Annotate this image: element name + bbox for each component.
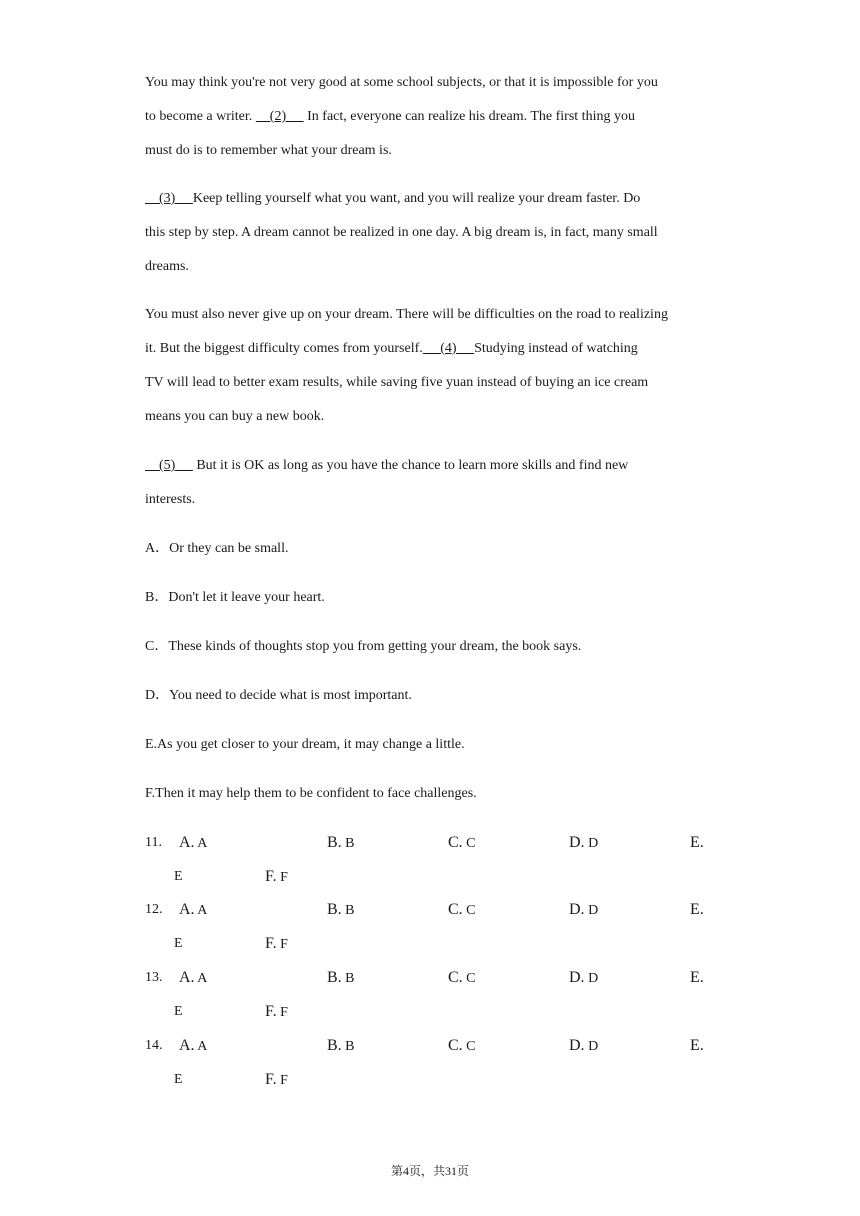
paragraph-line (145, 182, 725, 216)
choice-text: B (345, 1039, 355, 1054)
choice-d[interactable] (569, 1036, 598, 1057)
blank-2: (2) (255, 109, 304, 124)
choice-letter: C. (448, 1037, 463, 1054)
paragraph-line: dreams. (145, 259, 189, 274)
option-b: B．Don't let it leave your heart. (145, 590, 325, 605)
choice-c[interactable] (448, 900, 476, 921)
choice-letter: A. (179, 901, 195, 918)
choice-text: A (197, 836, 208, 851)
choice-e[interactable] (690, 968, 704, 989)
text-segment: it. But the biggest difficulty comes from yourself. (145, 341, 423, 356)
choice-d[interactable] (569, 900, 598, 921)
choice-letter: A. (179, 1037, 195, 1054)
choice-b[interactable] (327, 900, 355, 921)
text-segment: But it is OK as long as you have the chance to learn more skills and find new (192, 458, 629, 473)
paragraph-3 (145, 298, 725, 434)
choice-f[interactable] (265, 934, 288, 955)
choice-b[interactable] (327, 968, 355, 989)
choice-text: F (280, 870, 288, 885)
choice-e[interactable] (690, 900, 704, 921)
choice-text: B (345, 836, 355, 851)
choice-text: A (197, 971, 208, 986)
choice-text: D (588, 971, 599, 986)
blank-5: (5) (145, 458, 193, 473)
blank-3: (3) (145, 191, 193, 206)
choice-letter: D. (569, 901, 585, 918)
choice-e-text: E (174, 1072, 183, 1087)
choice-text: C (466, 971, 476, 986)
choice-text: C (466, 1039, 476, 1054)
question-number: 13. (145, 970, 163, 985)
blank-4: (4) (422, 341, 475, 356)
option-d: D．You need to decide what is most important. (145, 688, 412, 703)
choice-b[interactable] (327, 833, 355, 854)
paragraph-line (145, 332, 725, 366)
choice-e[interactable] (690, 1036, 704, 1057)
choice-letter: A. (179, 834, 195, 851)
choice-letter: F. (265, 935, 277, 952)
choice-a[interactable] (179, 900, 207, 921)
choice-letter: D. (569, 1037, 585, 1054)
choice-e[interactable] (690, 833, 704, 854)
choice-text: F (280, 1005, 288, 1020)
paragraph-4 (145, 449, 725, 517)
paragraph-line (145, 449, 725, 483)
choice-e-text: E (174, 1004, 183, 1019)
choice-text: D (588, 836, 599, 851)
choice-e-text: E (174, 936, 183, 951)
choice-text: D (588, 903, 599, 918)
text-segment: to become a writer. (145, 109, 256, 124)
paragraph-line: TV will lead to better exam results, while saving five yuan instead of buying an ice cream (145, 375, 649, 390)
choice-text: B (345, 903, 355, 918)
choice-letter: B. (327, 969, 342, 986)
option-c: C．These kinds of thoughts stop you from getting your dream, the book says. (145, 639, 582, 654)
choice-f[interactable] (265, 1002, 288, 1023)
choice-a[interactable] (179, 833, 207, 854)
choice-letter: E. (690, 834, 704, 851)
choice-letter: B. (327, 834, 342, 851)
paragraph-line (145, 100, 725, 134)
choice-letter: E. (690, 969, 704, 986)
choice-text: C (466, 903, 476, 918)
choice-text: F (280, 1073, 288, 1088)
text-segment: Studying instead of watching (474, 341, 638, 356)
option-a: A．Or they can be small. (145, 541, 289, 556)
choice-c[interactable] (448, 833, 476, 854)
choice-letter: B. (327, 1037, 342, 1054)
choice-letter: C. (448, 834, 463, 851)
choice-text: A (197, 1039, 208, 1054)
choice-d[interactable] (569, 968, 598, 989)
paragraph-line: means you can buy a new book. (145, 409, 325, 424)
choice-b[interactable] (327, 1036, 355, 1057)
choice-text: F (280, 937, 288, 952)
paragraph-line: this step by step. A dream cannot be realized in one day. A big dream is, in fact, many small (145, 225, 658, 240)
choice-a[interactable] (179, 968, 207, 989)
choice-letter: F. (265, 868, 277, 885)
text-segment: Keep telling yourself what you want, and you will realize your dream faster. Do (192, 191, 641, 206)
option-f: F.Then it may help them to be confident to face challenges. (145, 786, 477, 801)
choice-d[interactable] (569, 833, 598, 854)
choice-c[interactable] (448, 968, 476, 989)
choice-text: D (588, 1039, 599, 1054)
question-number: 14. (145, 1038, 163, 1053)
choice-letter: E. (690, 901, 704, 918)
choice-e-text: E (174, 869, 183, 884)
paragraph-line: interests. (145, 492, 196, 507)
paragraph-line: must do is to remember what your dream is. (145, 143, 392, 158)
text-segment: In fact, everyone can realize his dream. The first thing you (303, 109, 635, 124)
choice-f[interactable] (265, 1070, 288, 1091)
choice-letter: A. (179, 969, 195, 986)
choice-letter: D. (569, 969, 585, 986)
paragraph-1 (145, 66, 725, 168)
choice-letter: F. (265, 1071, 277, 1088)
choice-text: A (197, 903, 208, 918)
option-e: E.As you get closer to your dream, it may change a little. (145, 737, 465, 752)
choice-letter: D. (569, 834, 585, 851)
choice-letter: B. (327, 901, 342, 918)
choice-a[interactable] (179, 1036, 207, 1057)
choice-text: B (345, 971, 355, 986)
choice-letter: E. (690, 1037, 704, 1054)
question-number: 11. (145, 835, 162, 850)
choice-letter: C. (448, 969, 463, 986)
choice-text: C (466, 836, 476, 851)
choice-f[interactable] (265, 867, 288, 888)
paragraph-line: You may think you're not very good at some school subjects, or that it is impossible for you (145, 75, 658, 90)
choice-letter: F. (265, 1003, 277, 1020)
choice-letter: C. (448, 901, 463, 918)
question-number: 12. (145, 902, 163, 917)
choice-c[interactable] (448, 1036, 476, 1057)
paragraph-line: You must also never give up on your dream. There will be difficulties on the road to realizing (145, 307, 668, 322)
page-footer: 第4页，共31页 (390, 1164, 469, 1178)
paragraph-2 (145, 182, 725, 284)
